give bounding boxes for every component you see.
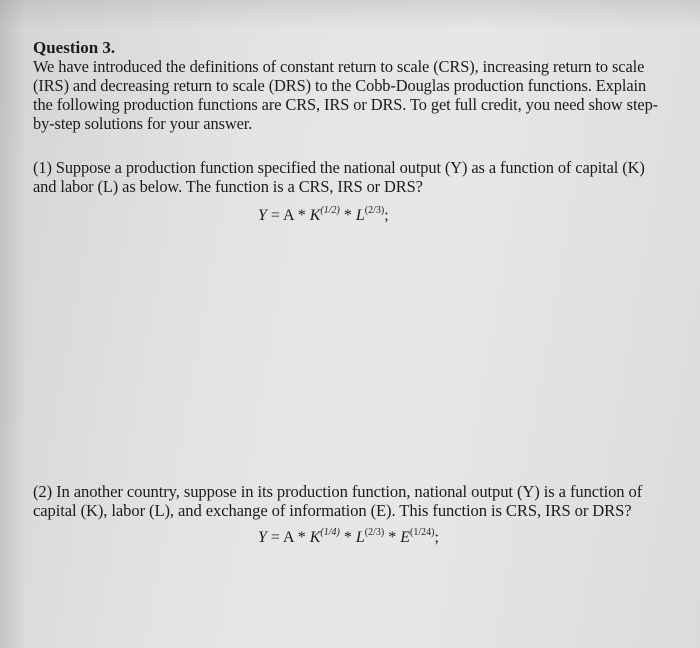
part2-equation — [258, 528, 439, 548]
eq2-labor-exponent: (2/3) — [364, 527, 385, 538]
eq2-semicolon: ; — [434, 529, 439, 546]
eq2-information-exponent: (1/24) — [409, 527, 435, 538]
paper-shadow-left — [0, 0, 26, 648]
eq2-information-symbol: E — [400, 529, 410, 546]
eq2-multiply-1: * — [339, 529, 356, 546]
part1-equation — [258, 206, 389, 226]
eq2-capital-exponent: (1/4) — [320, 527, 340, 538]
eq1-labor-symbol: L — [355, 207, 365, 224]
eq2-output-symbol: Y — [258, 529, 267, 546]
eq1-capital-exponent: (1/2) — [320, 205, 340, 216]
eq2-labor-symbol: L — [355, 529, 365, 546]
intro-line-1: We have introduced the definitions of constant return to scale (CRS), increasing return to scale — [33, 57, 645, 76]
part1-line-1: (1) Suppose a production function specified the national output (Y) as a function of capital (K) — [33, 158, 645, 177]
eq2-equals-a: = A * — [266, 529, 310, 546]
eq2-capital-symbol: K — [309, 529, 321, 546]
paper-shadow-top — [0, 0, 700, 30]
eq1-multiply-1: * — [339, 207, 356, 224]
intro-line-3: the following production functions are CRS, IRS or DRS. To get full credit, you need show step- — [33, 95, 659, 114]
eq1-output-symbol: Y — [258, 207, 267, 224]
part1-line-2: and labor (L) as below. The function is a CRS, IRS or DRS? — [33, 177, 423, 196]
eq1-equals-a: = A * — [266, 207, 310, 224]
eq1-semicolon: ; — [384, 207, 389, 224]
eq1-capital-symbol: K — [309, 207, 321, 224]
question-title: Question 3. — [33, 38, 116, 57]
eq1-labor-exponent: (2/3) — [364, 205, 385, 216]
eq2-multiply-2: * — [384, 529, 401, 546]
intro-line-2: (IRS) and decreasing return to scale (DRS) to the Cobb-Douglas production functions. Explain — [33, 76, 647, 95]
intro-line-4: by-step solutions for your answer. — [33, 114, 253, 133]
part2-line-1: (2) In another country, suppose in its production function, national output (Y) is a function of — [33, 482, 643, 501]
part2-line-2: capital (K), labor (L), and exchange of information (E). This function is CRS, IRS or DRS? — [33, 501, 632, 520]
